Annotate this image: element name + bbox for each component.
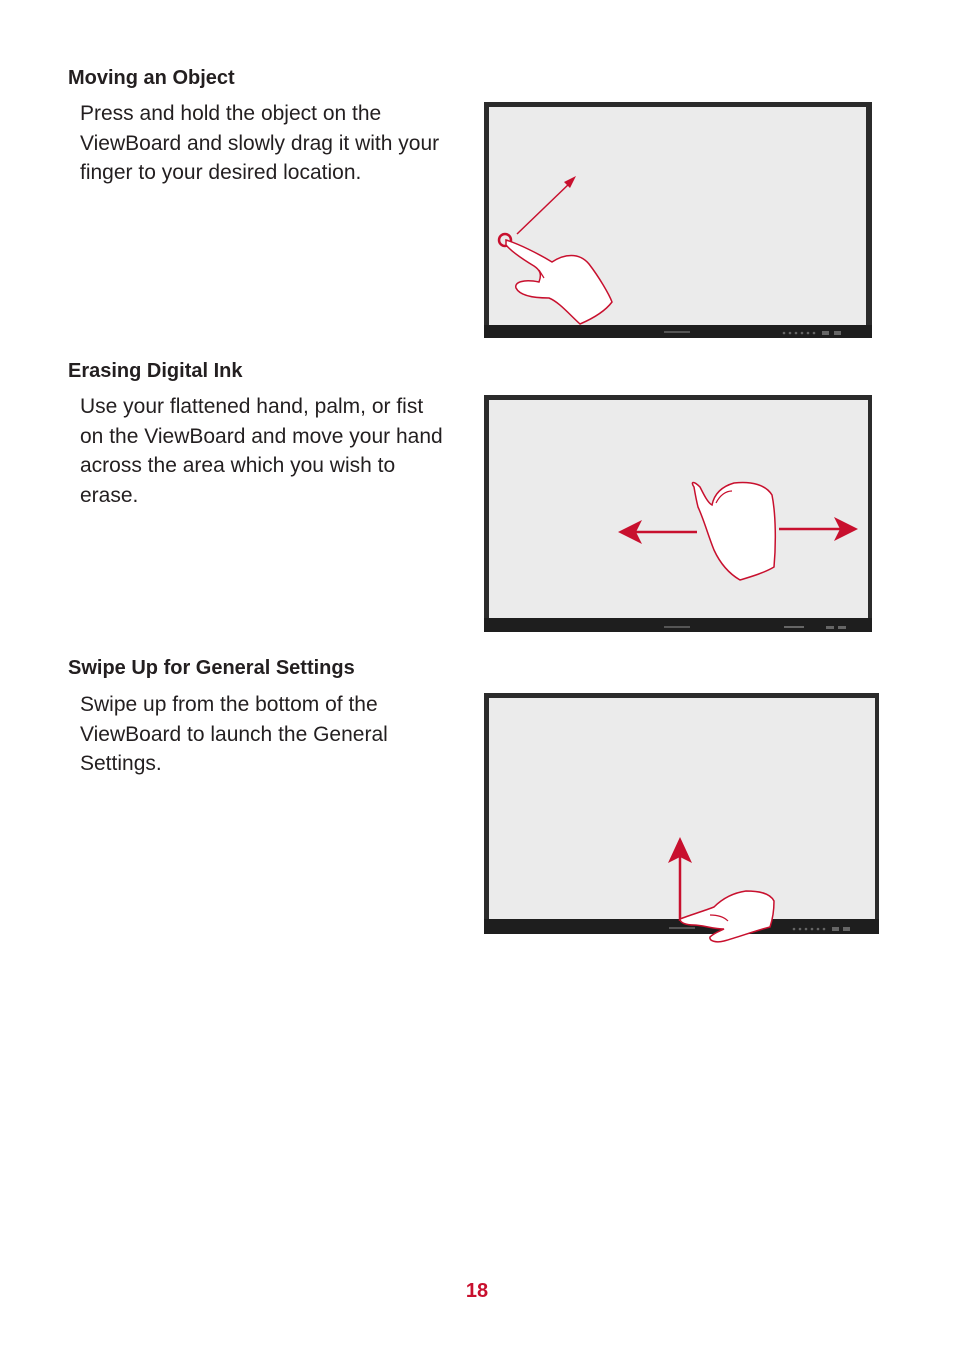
body-line: ViewBoard to launch the General	[80, 722, 388, 746]
section-heading-moving-object: Moving an Object	[68, 67, 235, 89]
body-line: finger to your desired location.	[80, 161, 362, 184]
body-line: ViewBoard and slowly drag it with your	[80, 131, 440, 155]
body-line: erase.	[80, 483, 139, 507]
viewboard-erase-illustration	[484, 395, 873, 633]
section-body-erasing-ink	[80, 392, 465, 510]
section-body-moving-object	[80, 99, 465, 188]
viewboard-swipe-up-illustration	[484, 693, 880, 943]
page-number: 18	[465, 1280, 489, 1302]
viewboard-drag-illustration	[484, 102, 873, 339]
body-line: across the area which you wish to	[80, 454, 396, 477]
section-heading-erasing-ink: Erasing Digital Ink	[68, 360, 243, 382]
body-line: Use your flattened hand, palm, or fist	[80, 395, 424, 418]
section-body-swipe-up	[80, 690, 465, 779]
body-line: Settings.	[80, 752, 162, 775]
body-line: on the ViewBoard and move your hand	[80, 424, 443, 448]
body-line: Press and hold the object on the	[80, 102, 382, 125]
section-heading-swipe-up: Swipe Up for General Settings	[68, 657, 355, 679]
body-line: Swipe up from the bottom of the	[80, 693, 378, 716]
